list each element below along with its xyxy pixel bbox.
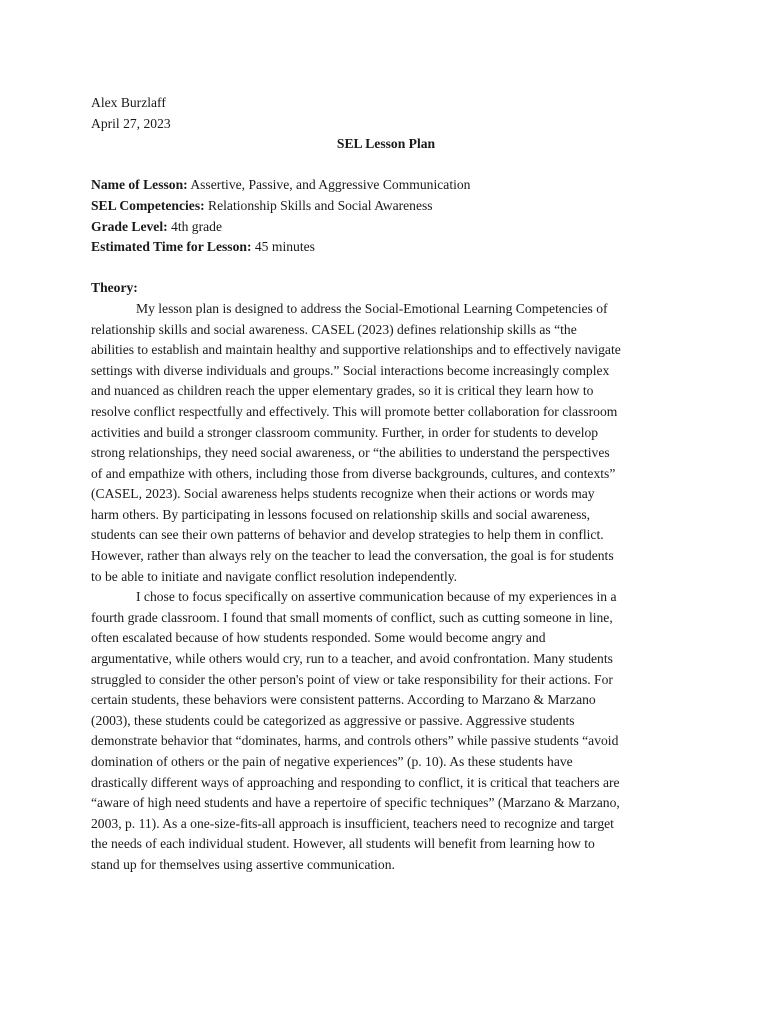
paragraph-line: to be able to initiate and navigate conflict resolution independently. [91, 568, 458, 584]
field-label: Grade Level: [91, 218, 168, 234]
section-heading-theory: Theory: [91, 280, 138, 296]
paragraph-line: struggled to consider the other person's point of view or take responsibility for their actions. For [91, 671, 613, 687]
paragraph-line: drastically different ways of approaching and responding to conflict, it is critical that teachers are [91, 774, 620, 790]
field-lesson-name [91, 175, 681, 196]
paragraph-line: of and empathize with others, including those from diverse backgrounds, cultures, and contexts” [91, 465, 616, 481]
lesson-fields [91, 175, 681, 257]
paragraph-line: I chose to focus specifically on assertive communication because of my experiences in a [136, 589, 617, 605]
paragraph-line: (2003), these students could be categorized as aggressive or passive. Aggressive students [91, 712, 575, 728]
document-date: April 27, 2023 [91, 115, 171, 131]
field-grade-level [91, 217, 681, 238]
document-page [91, 93, 681, 876]
field-label: Name of Lesson: [91, 177, 188, 193]
paragraph-line: students can see their own patterns of behavior and develop strategies to help them in conflict. [91, 527, 604, 543]
field-label: SEL Competencies: [91, 197, 205, 213]
paragraph-line: fourth grade classroom. I found that small moments of conflict, such as cutting someone in line, [91, 609, 613, 625]
paragraph-line: resolve conflict respectfully and effectively. This will promote better collaboration for classroom [91, 403, 618, 419]
paragraph [91, 299, 681, 587]
field-estimated-time [91, 237, 681, 258]
paragraph-line: However, rather than always rely on the teacher to lead the conversation, the goal is for students [91, 548, 614, 564]
paragraph-line: relationship skills and social awareness. CASEL (2023) defines relationship skills as “the [91, 321, 577, 337]
field-value: Assertive, Passive, and Aggressive Communication [187, 177, 471, 193]
paragraph-line: settings with diverse individuals and groups.” Social interactions become increasingly complex [91, 362, 610, 378]
paragraph-line: certain students, these behaviors were consistent patterns. According to Marzano & Marzano [91, 692, 596, 708]
document-title: SEL Lesson Plan [336, 136, 436, 152]
paragraph [91, 587, 681, 875]
paragraph-line: argumentative, while others would cry, run to a teacher, and avoid confrontation. Many students [91, 651, 613, 667]
field-sel-competencies [91, 196, 681, 217]
spacer [91, 155, 681, 176]
field-value: Relationship Skills and Social Awareness [204, 197, 433, 213]
paragraph-line: and nuanced as children reach the upper elementary grades, so it is critical they learn how to [91, 383, 594, 399]
paragraph-line: harm others. By participating in lessons focused on relationship skills and social awareness, [91, 506, 591, 522]
theory-body [91, 299, 681, 876]
paragraph-line: My lesson plan is designed to address the Social-Emotional Learning Competencies of [136, 300, 608, 316]
paragraph-line: abilities to establish and maintain healthy and supportive relationships and to effectively navigate [91, 342, 621, 358]
paragraph-line: activities and build a stronger classroom community. Further, in order for students to develop [91, 424, 599, 440]
paragraph-line: (CASEL, 2023). Social awareness helps students recognize when their actions or words may [91, 486, 595, 502]
paragraph-line: often escalated because of how students responded. Some would become angry and [91, 630, 546, 646]
paragraph-line: strong relationships, they need social awareness, or “the abilities to understand the perspectives [91, 445, 610, 461]
field-value: 45 minutes [251, 239, 315, 255]
paragraph-line: demonstrate behavior that “dominates, harms, and controls others” while passive students “avoid [91, 733, 619, 749]
paragraph-line: the needs of each individual student. However, all students will benefit from learning how to [91, 836, 595, 852]
spacer [91, 258, 681, 279]
paragraph-line: “aware of high need students and have a repertoire of specific techniques” (Marzano & Marzano, [91, 795, 620, 811]
field-label: Estimated Time for Lesson: [91, 239, 252, 255]
paragraph-line: stand up for themselves using assertive communication. [91, 856, 395, 872]
field-value: 4th grade [167, 218, 222, 234]
author-name: Alex Burzlaff [91, 95, 166, 110]
paragraph-line: 2003, p. 11). As a one-size-fits-all approach is insufficient, teachers need to recognize and target [91, 815, 614, 831]
paragraph-line: domination of others or the pain of negative experiences” (p. 10). As these students have [91, 754, 573, 769]
